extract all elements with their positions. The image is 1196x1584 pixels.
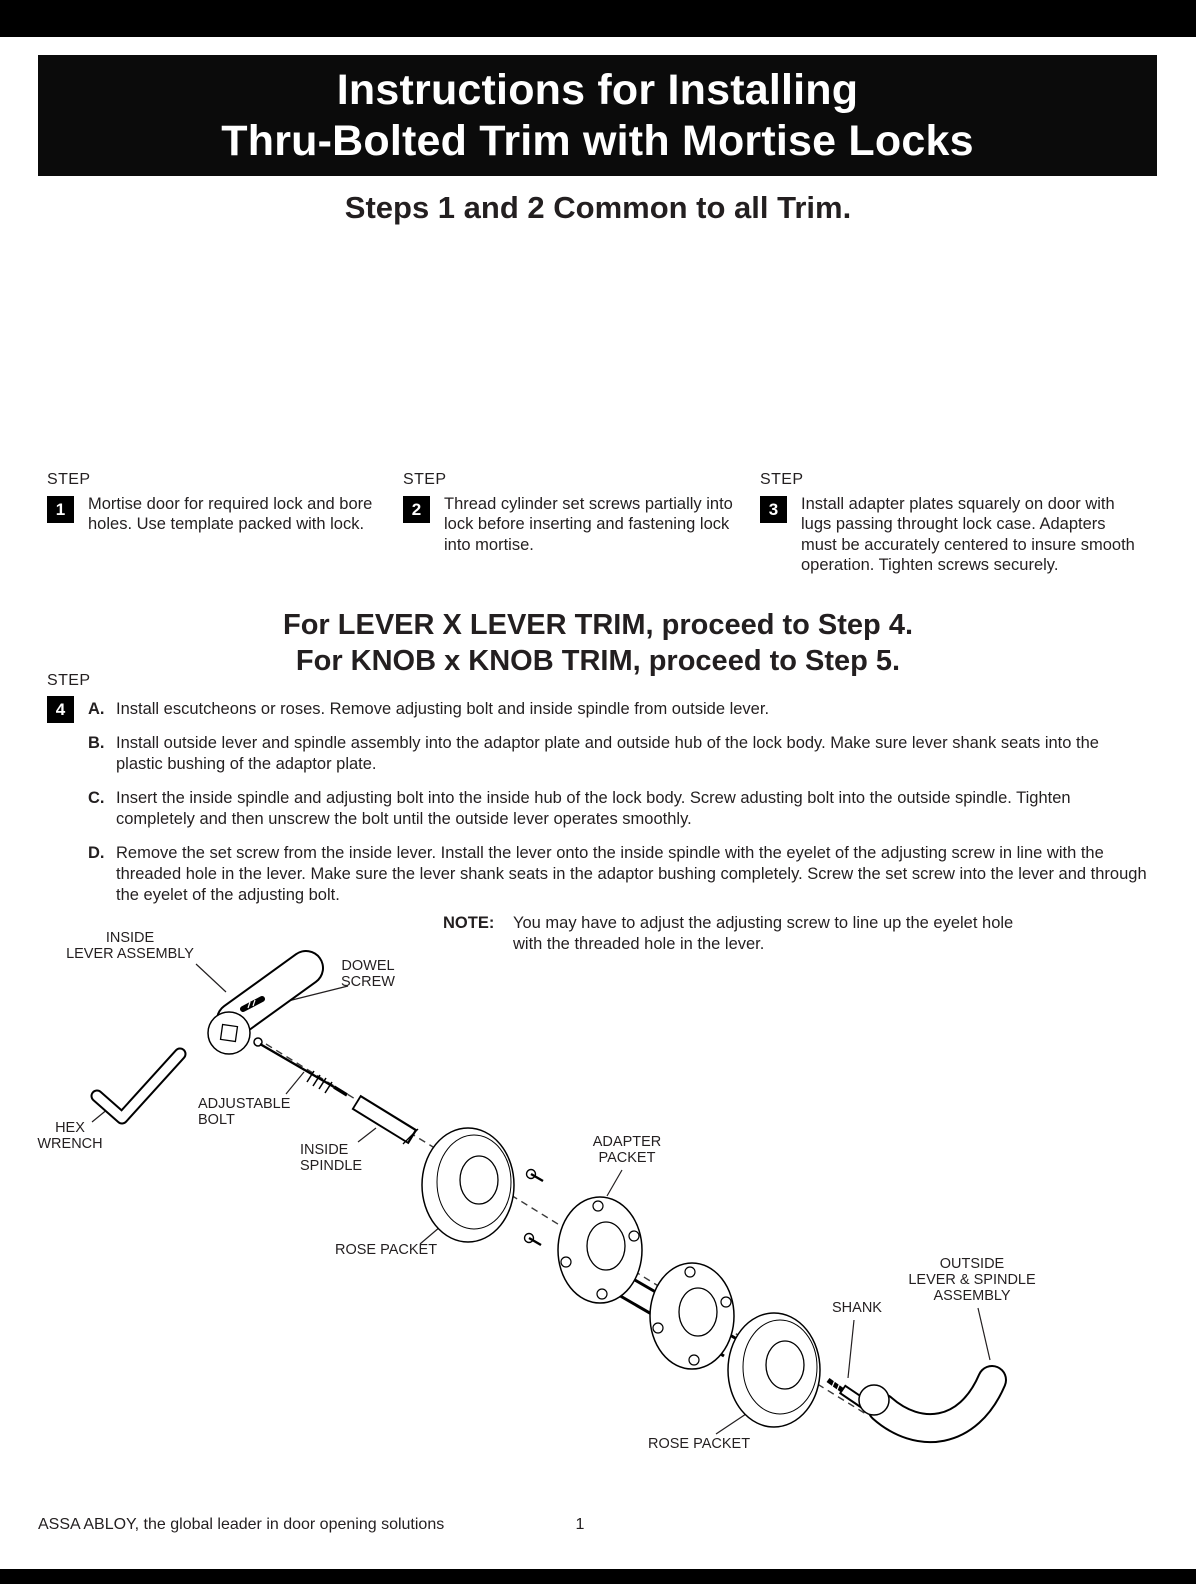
- exploded-diagram-drawing: [0, 928, 1196, 1513]
- item-c-letter: C.: [88, 788, 105, 807]
- item-b-letter: B.: [88, 733, 105, 752]
- step-3-number: 3: [760, 496, 787, 523]
- bottom-black-bar: [0, 1569, 1196, 1584]
- item-c-text: Insert the inside spindle and adjusting bolt into the inside hub of the lock body. Screw adusting bolt into the outside spindle. Tighten completely and then unscrew the bolt until the outside lever operates smoothly.: [116, 788, 1071, 828]
- exploded-diagram: [0, 928, 1196, 1513]
- outside-lever-graphic: [859, 1380, 992, 1428]
- label-adapter-packet: ADAPTER PACKET: [592, 1134, 662, 1167]
- step-3-block: [760, 471, 1140, 576]
- inside-spindle-graphic: [356, 1102, 418, 1144]
- step-1-block: [47, 471, 377, 535]
- item-a-text: Install escutcheons or roses. Remove adjusting bolt and inside spindle from outside lever.: [116, 700, 770, 718]
- step-4-item-a: [88, 699, 1150, 720]
- step-3-text: Install adapter plates squarely on door with lugs passing throught lock case. Adapters must be accurately centered to insure smooth operation. Tighten screws securely.: [801, 495, 1135, 575]
- title-line-1: Instructions for Installing: [336, 65, 859, 114]
- page-number: 1: [575, 1516, 585, 1533]
- step-4-items: [88, 699, 1150, 919]
- item-d-letter: D.: [88, 843, 105, 862]
- trim-heading-line-2: For KNOB x KNOB TRIM, proceed to Step 5.: [295, 644, 901, 677]
- label-adjustable-bolt: ADJUSTABLE BOLT: [198, 1096, 291, 1129]
- trim-heading: [0, 608, 1196, 680]
- item-d-text: Remove the set screw from the inside lever. Install the lever onto the inside spindle with the eyelet of the adjusting screw in line with the threaded hole in the lever. Make sure the lever shank seats in the adaptor bushing completely. Screw the set screw into the lever and through the eyelet of the adjusting bolt.: [116, 843, 1147, 904]
- step-4-item-c: [88, 788, 1150, 830]
- rose-packet-right-graphic: [728, 1313, 820, 1427]
- subtitle: Steps 1 and 2 Common to all Trim.: [344, 190, 852, 225]
- note-text: You may have to adjust the adjusting screw to line up the eyelet hole with the threaded hole in the lever.: [513, 914, 1014, 953]
- label-inside-spindle: INSIDE SPINDLE: [300, 1142, 363, 1175]
- item-a-letter: A.: [88, 700, 105, 718]
- label-rose-packet-left: ROSE PACKET: [335, 1242, 438, 1258]
- title-banner: [38, 55, 1157, 176]
- step-3-label: STEP: [760, 471, 804, 488]
- step-4-item-d: [88, 843, 1150, 906]
- trim-heading-line-1: For LEVER X LEVER TRIM, proceed to Step 4.: [282, 609, 914, 641]
- step-4-item-b: [88, 733, 1150, 775]
- label-hex-wrench: HEX WRENCH: [37, 1120, 103, 1153]
- adapter-plate-2-graphic: [650, 1263, 734, 1369]
- step-2-label: STEP: [403, 471, 447, 488]
- step-2-number: 2: [403, 496, 430, 523]
- item-b-text: Install outside lever and spindle assembly into the adaptor plate and outside hub of the lock body. Make sure lever shank seats into the plastic bushing of the adaptor plate.: [116, 733, 1099, 773]
- step-1-label: STEP: [47, 471, 91, 488]
- label-outside-lever-spindle-assembly: OUTSIDE LEVER & SPINDLE ASSEMBLY: [908, 1256, 1036, 1305]
- rose-packet-left-graphic: [422, 1128, 514, 1242]
- label-rose-packet-right: ROSE PACKET: [648, 1436, 751, 1452]
- adjustable-bolt-graphic: [254, 1038, 347, 1095]
- footer-tagline: ASSA ABLOY, the global leader in door opening solutions: [38, 1516, 445, 1533]
- top-black-bar: [0, 0, 1196, 37]
- mounting-screws-graphic: [525, 1170, 544, 1246]
- step-2-text: Thread cylinder set screws partially into lock before inserting and fastening lock into mortise.: [444, 495, 733, 554]
- label-dowel-screw: DOWEL SCREW: [341, 958, 395, 991]
- label-inside-lever-assembly: INSIDE LEVER ASSEMBLY: [66, 930, 194, 963]
- label-shank: SHANK: [832, 1300, 882, 1316]
- step-2-block: [403, 471, 743, 555]
- step-1-number: 1: [47, 496, 74, 523]
- step-1-text: Mortise door for required lock and bore holes. Use template packed with lock.: [88, 495, 373, 534]
- step-4-number: 4: [47, 696, 74, 723]
- title-line-2: Thru-Bolted Trim with Mortise Locks: [221, 116, 974, 165]
- step-4-label: STEP: [47, 672, 91, 689]
- note-label: NOTE:: [443, 914, 495, 932]
- hex-wrench-graphic: [97, 1054, 180, 1118]
